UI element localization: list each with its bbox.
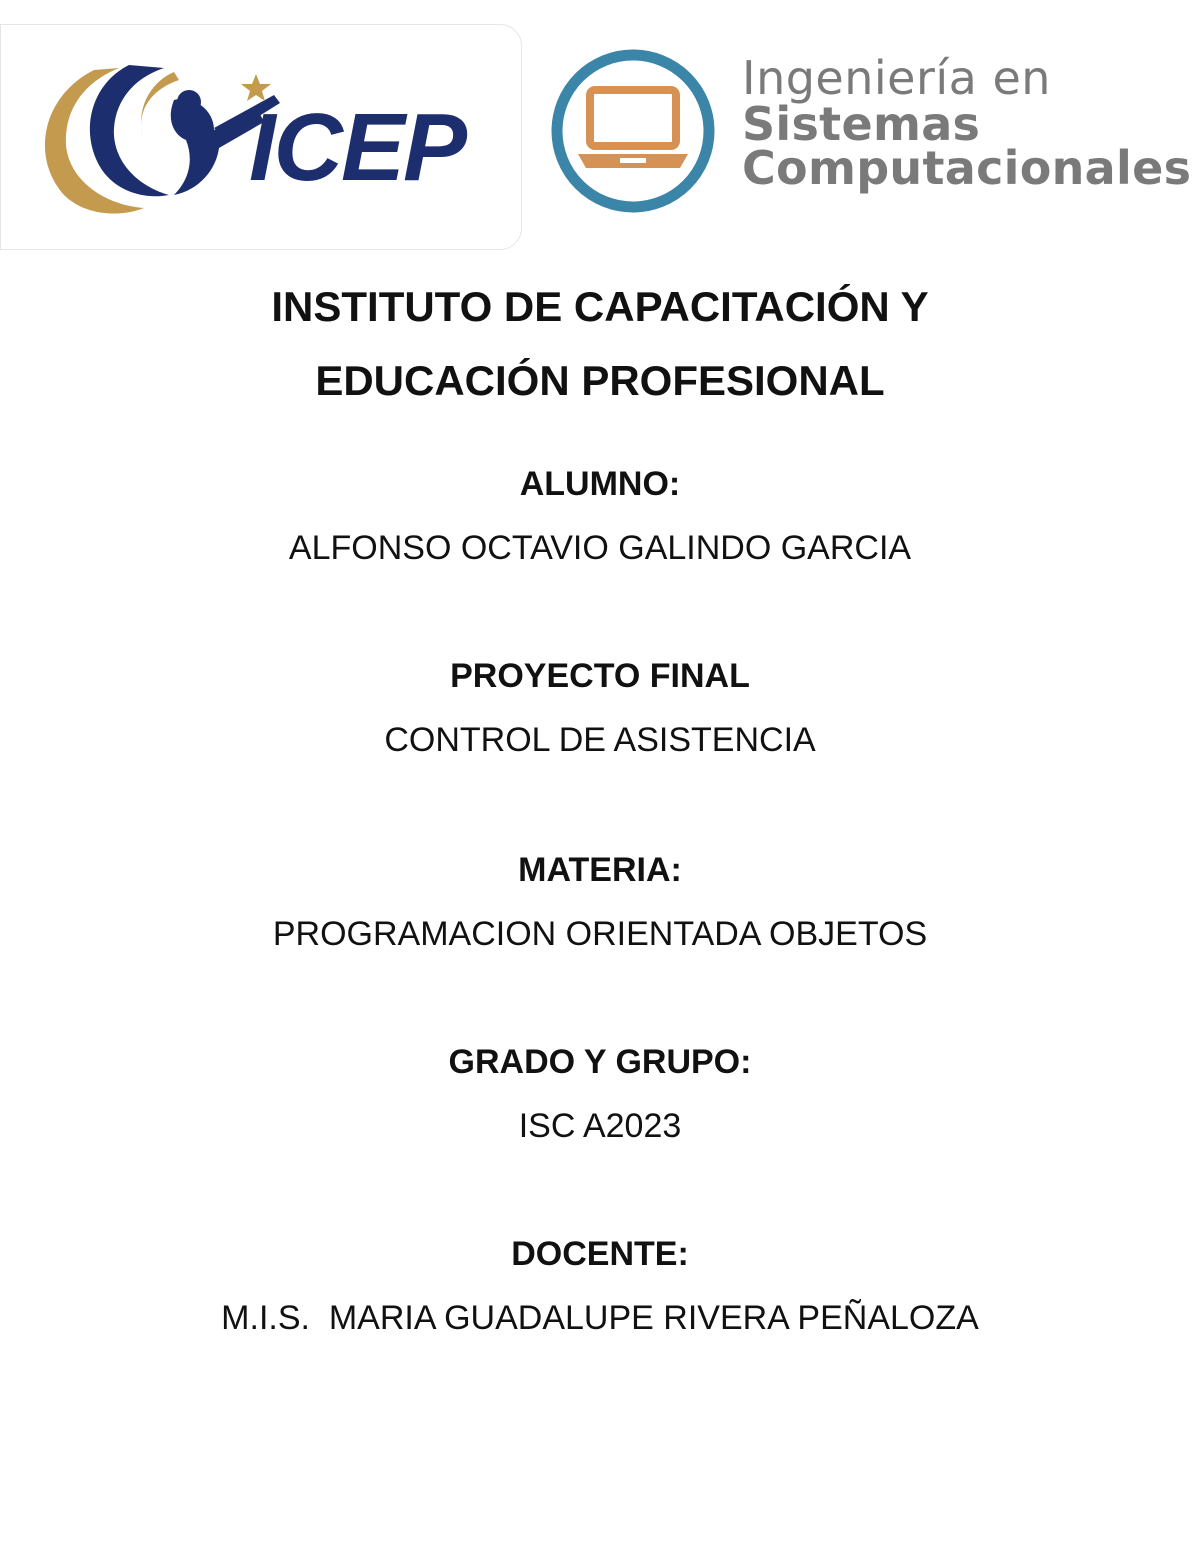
grade-group-value: ISC A2023 <box>518 1107 682 1145</box>
student-section <box>0 464 1200 568</box>
teacher-section <box>0 1234 1200 1338</box>
project-section <box>0 656 1200 760</box>
subject-label: MATERIA: <box>518 851 682 889</box>
icep-logo-text: ICEP <box>249 94 466 201</box>
icep-logo <box>24 40 504 220</box>
project-name: CONTROL DE ASISTENCIA <box>384 721 816 759</box>
student-name: ALFONSO OCTAVIO GALINDO GARCIA <box>288 529 912 567</box>
grade-group-section <box>0 1042 1200 1146</box>
isc-logo-line2: Sistemas <box>742 97 981 151</box>
teacher-label: DOCENTE: <box>511 1235 689 1273</box>
student-label: ALUMNO: <box>519 465 681 503</box>
project-label: PROYECTO FINAL <box>450 657 750 695</box>
isc-logo-text <box>742 51 1192 195</box>
subject-name: PROGRAMACION ORIENTADA OBJETOS <box>272 915 928 953</box>
logo-header <box>0 0 1200 260</box>
institution-name <box>0 270 1200 418</box>
institution-line1: INSTITUTO DE CAPACITACIÓN Y <box>271 283 929 330</box>
institution-line2: EDUCACIÓN PROFESIONAL <box>315 357 885 404</box>
grade-group-label: GRADO Y GRUPO: <box>448 1043 752 1081</box>
isc-logo-line1: Ingeniería en <box>742 51 1051 105</box>
isc-logo-line3: Computacionales <box>742 141 1192 195</box>
teacher-name: M.I.S. MARIA GUADALUPE RIVERA PEÑALOZA <box>221 1299 979 1337</box>
laptop-icon <box>548 46 718 216</box>
subject-section <box>0 850 1200 954</box>
